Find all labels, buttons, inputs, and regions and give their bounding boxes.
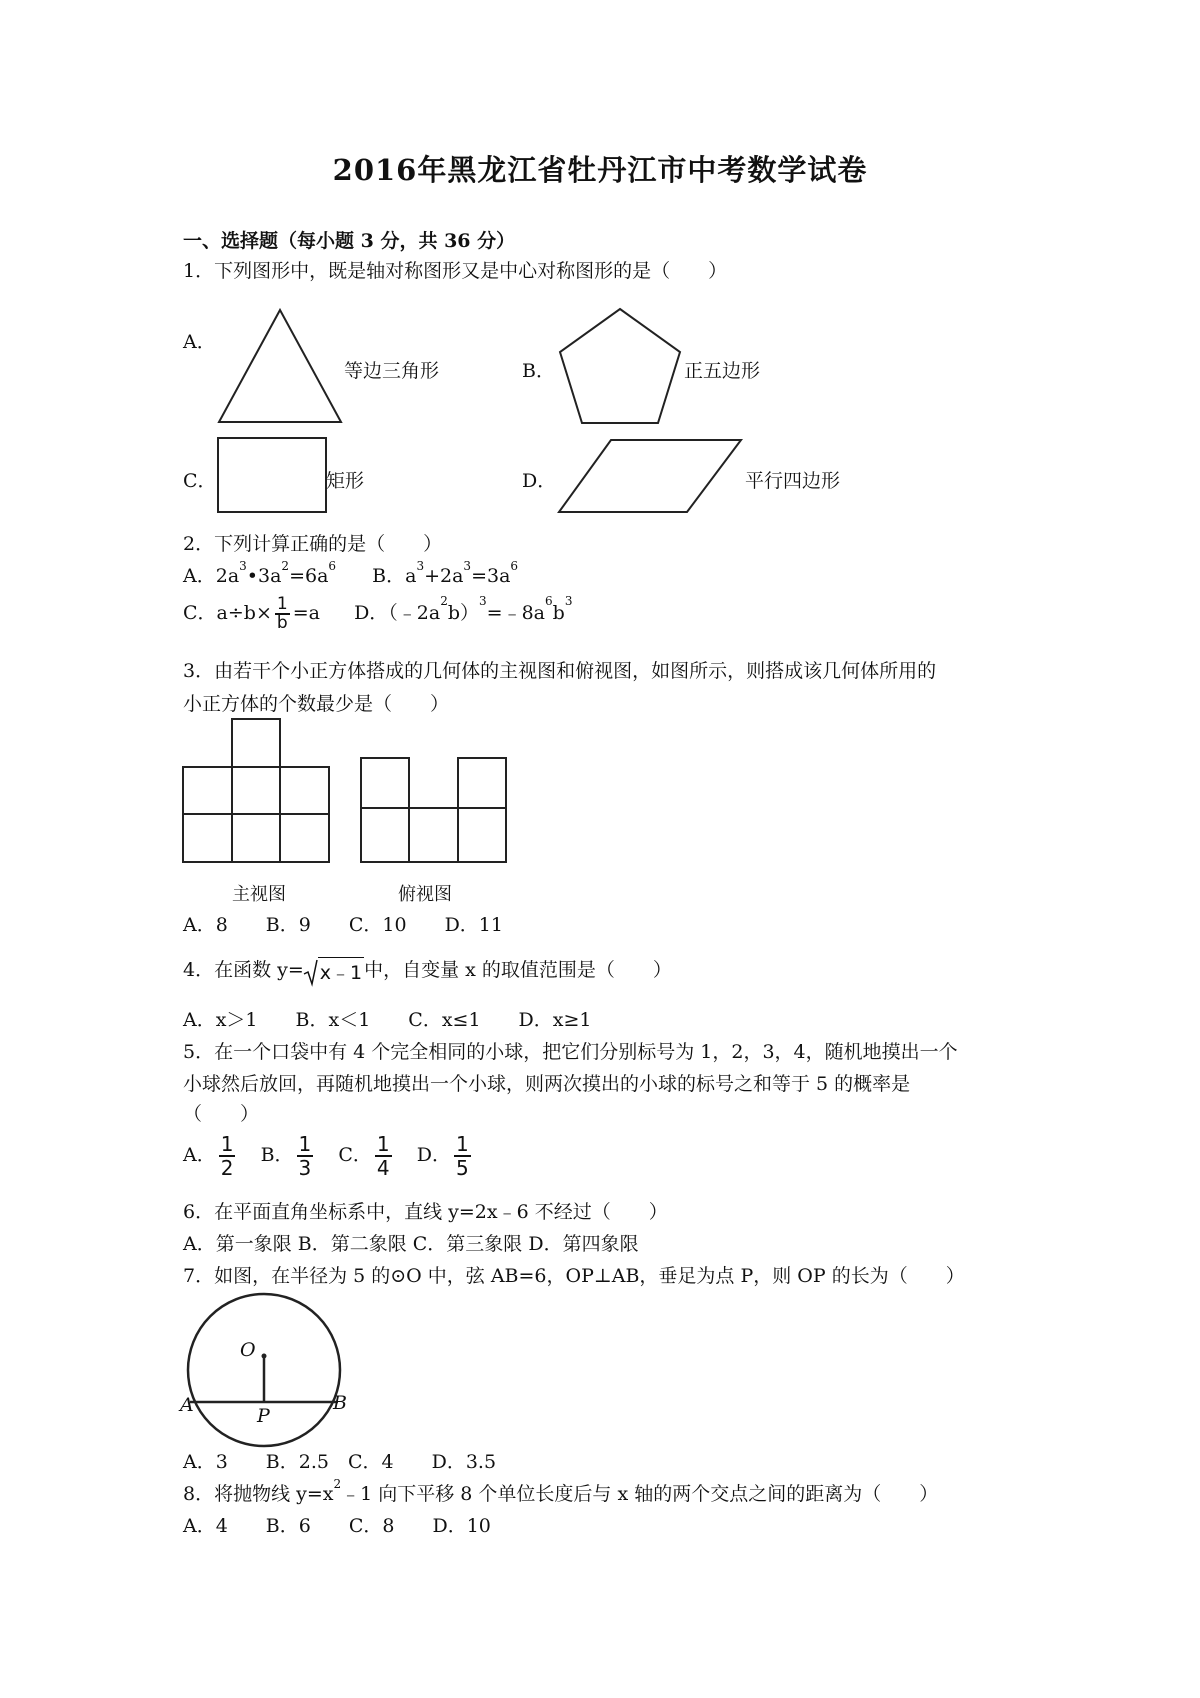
q1-option-d-name: 平行四边形: [745, 470, 841, 492]
point-p-label: P: [257, 1405, 270, 1427]
fraction-one-fifth: $\frac{1}{5}$: [455, 1132, 469, 1180]
point-o-label: O: [240, 1339, 256, 1361]
q8-options: A．4 B．6 C．8 D．10: [183, 1515, 491, 1537]
q6-options: A．第一象限 B．第二象限 C．第三象限 D．第四象限: [183, 1233, 639, 1255]
q3-stem-line2: 小正方体的个数最少是（ ）: [183, 693, 450, 715]
q1-option-d-label: D．: [522, 470, 557, 492]
q2-option-a-label: A．: [183, 565, 216, 587]
section-heading: 一、选择题（每小题 3 分，共 36 分）: [183, 230, 516, 252]
q2-option-a-text: $2a^3•3a^2=6a^6$: [215, 559, 337, 587]
q2-option-b-label: B．: [372, 565, 406, 587]
q2-option-b-text: $a^3+2a^3=3a^6$: [405, 559, 519, 587]
q1-option-b-name: 正五边形: [684, 360, 761, 382]
q1-option-c-label: C．: [183, 470, 217, 492]
q2-option-d-label: D．: [354, 602, 389, 624]
circle-chord-figure: [182, 1290, 352, 1455]
q6-stem: 6．在平面直角坐标系中，直线 y=2x﹣6 不经过（ ）: [183, 1201, 668, 1223]
q4-stem: 4．在函数 y= x﹣1 中，自变量 x 的取值范围是（ ）: [183, 959, 672, 984]
q5-stem-line3: （ ）: [183, 1103, 260, 1125]
point-b-label: B: [333, 1392, 347, 1414]
parallelogram-figure: [557, 438, 743, 514]
regular-pentagon-figure: [558, 306, 683, 428]
q5-option-c-label: C．: [338, 1144, 372, 1166]
q2-option-d-text: $(﹣2a^2b)^3=﹣8a^6b^3$: [388, 594, 573, 624]
q2-option-c-text: a÷b× $\frac{1}{b}$ =a: [216, 594, 320, 633]
q2-row-ab: [183, 561, 518, 588]
front-view-figure: [182, 718, 330, 863]
q5-option-b-label: B．: [260, 1144, 294, 1166]
q1-option-b-label: B．: [522, 360, 555, 382]
q5-option-a-label: A．: [183, 1144, 216, 1166]
fraction-one-half: $\frac{1}{2}$: [220, 1132, 234, 1180]
q3-options: A．8 B．9 C．10 D．11: [183, 914, 503, 936]
q5-stem-line2: 小球然后放回，再随机地摸出一个小球，则两次摸出的小球的标号之和等于 5 的概率是: [183, 1073, 911, 1095]
q1-stem: 1．下列图形中，既是轴对称图形又是中心对称图形的是（ ）: [183, 260, 728, 282]
q7-stem: 7．如图，在半径为 5 的⊙O 中，弦 AB=6，OP⊥AB，垂足为点 P，则 OP 的长为（ ）: [183, 1265, 965, 1287]
fraction-one-quarter: $\frac{1}{4}$: [376, 1132, 390, 1180]
point-a-label: A: [180, 1394, 194, 1416]
q3-stem-line1: 3．由若干个小正方体搭成的几何体的主视图和俯视图，如图所示，则搭成该几何体所用的: [183, 660, 937, 682]
q8-stem: 8．将抛物线 $y=x^2﹣1$ 向下平移 8 个单位长度后与 x 轴的两个交点之间的距离为（ ）: [183, 1477, 939, 1505]
q2-option-c-label: C．: [183, 602, 217, 624]
q7-options: A．3 B．2.5 C．4 D．3.5: [183, 1451, 497, 1473]
fraction-one-third: $\frac{1}{3}$: [298, 1132, 312, 1180]
exam-title: 2016年黑龙江省牡丹江市中考数学试卷: [332, 153, 868, 187]
q5-option-d-label: D．: [416, 1144, 451, 1166]
q2-stem: 2．下列计算正确的是（ ）: [183, 533, 443, 555]
q1-option-a-name: 等边三角形: [344, 360, 440, 382]
q4-options: A．x＞1 B．x＜1 C．x≤1 D．x≥1: [183, 1009, 592, 1031]
top-view-caption: 俯视图: [398, 884, 452, 905]
q5-stem-line1: 5．在一个口袋中有 4 个完全相同的小球，把它们分别标号为 1，2，3，4，随机地摸出一个: [183, 1041, 958, 1063]
q1-option-a-label: A．: [183, 331, 216, 353]
q5-options: [183, 1133, 474, 1179]
front-view-caption: 主视图: [232, 884, 286, 905]
equilateral-triangle-figure: [217, 308, 343, 426]
q1-option-c-name: 矩形: [326, 470, 365, 492]
square-root-expression: x﹣1: [304, 957, 364, 985]
rectangle-figure: [217, 437, 327, 513]
q2-row-cd: [183, 596, 572, 632]
top-view-figure: [360, 757, 508, 863]
